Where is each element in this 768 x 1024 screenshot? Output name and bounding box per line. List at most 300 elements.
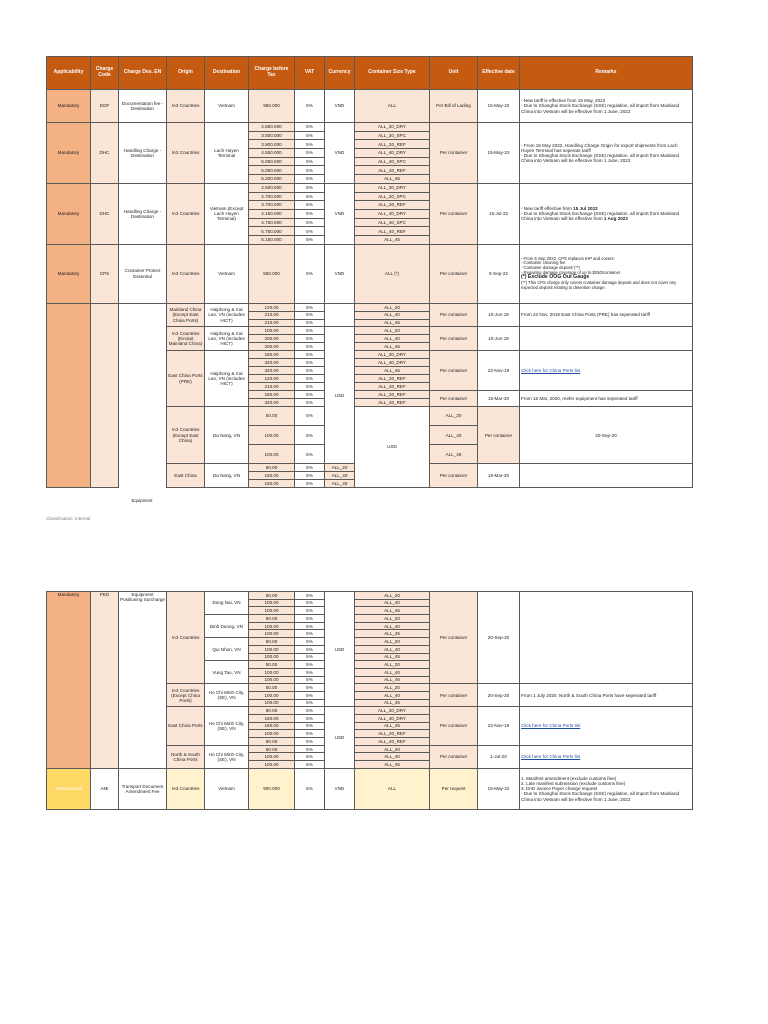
cell: DHC	[91, 123, 119, 184]
cell: 5%	[295, 390, 325, 398]
cell: 200.00	[249, 335, 295, 343]
cell: ALL_45	[325, 480, 355, 488]
cut-off-description: Equipment	[131, 498, 153, 503]
cell: ALL_40	[355, 668, 430, 676]
cell: 15-May-22	[478, 768, 520, 809]
cell: ALL_40_REF	[355, 738, 430, 746]
cell: 4.550.000	[249, 149, 295, 158]
column-header: Charge Code	[91, 57, 119, 90]
cell: 5%	[295, 201, 325, 210]
cell: Da Nang, VN	[205, 406, 249, 464]
cell: 5%	[295, 768, 325, 809]
cell	[520, 592, 693, 684]
cell: 3.900.000	[249, 140, 295, 149]
cell: ALL_40	[355, 599, 430, 607]
cell: - From 5 Sep 2022, CPS replaces IHP and covers: - Container cleaning fee - Container damage deposit (**) - Repairing damage coverage of up to $250/container (*) Exclude OOG Out Gauge (**) This CPS charge only covers container damage deposit and does not cover any expected deposit relating to detention charge.	[520, 244, 693, 303]
cell: 100.00	[249, 327, 295, 335]
cell: ALL_40_REF	[355, 383, 430, 391]
classification-label: Classification: Internal	[46, 516, 91, 521]
row-ped-2	[47, 592, 693, 600]
cell: 5%	[295, 175, 325, 184]
cell: Per container	[430, 123, 478, 184]
cell: 5%	[295, 375, 325, 383]
cell: Container Protect Essential	[119, 244, 167, 303]
cell: 5%	[295, 653, 325, 661]
cell: VND	[325, 768, 355, 809]
cell: 5%	[295, 638, 325, 646]
cell: Per container	[430, 303, 478, 327]
cell: 100.00	[249, 699, 295, 707]
cell: 160.00	[249, 480, 295, 488]
cell: 5%	[295, 592, 325, 600]
cell: Documentation fee - Destination	[119, 90, 167, 123]
cell: ALL_20_SPC	[355, 131, 430, 140]
cell: 100.00	[249, 599, 295, 607]
cell: 5%	[295, 661, 325, 669]
cell: 10-Jun-18	[478, 303, 520, 327]
cell[interactable]	[520, 707, 693, 745]
cell: 5%	[295, 676, 325, 684]
cell: 5%	[295, 425, 325, 444]
cell: 5-Sep-22	[478, 244, 520, 303]
cell: ALL_40	[355, 311, 430, 319]
cell: ALL_40	[325, 472, 355, 480]
cell: ALL_45	[355, 722, 430, 730]
cell: ALL_40_DRY	[355, 209, 430, 218]
cell: VND	[325, 123, 355, 184]
cell: 5%	[295, 367, 325, 375]
cell: 5%	[295, 472, 325, 480]
cell: 5%	[295, 599, 325, 607]
cell: ALL_20	[355, 745, 430, 753]
cell: 5%	[295, 90, 325, 123]
cell: 10-Jun-18	[478, 327, 520, 351]
cell: Binh Duong, VN	[205, 615, 249, 638]
header-row	[47, 57, 693, 90]
cell: 210.00	[249, 311, 295, 319]
cell: 5%	[295, 699, 325, 707]
cell: 5%	[295, 691, 325, 699]
cell: IA3 Countries	[167, 183, 205, 244]
cell: 5%	[295, 464, 325, 472]
cell	[119, 303, 167, 488]
cell: 50.00	[249, 406, 295, 425]
cell: 320.00	[249, 359, 295, 367]
cell: USD	[355, 406, 430, 487]
cell: Per container	[430, 464, 478, 488]
cell: East China Ports (PRE)	[167, 351, 205, 407]
cell: 160.00	[249, 472, 295, 480]
cell: ALL_40_REF	[355, 227, 430, 236]
cell: 5%	[295, 149, 325, 158]
cell: 1. Manifest amendment (exclude customs fine) 2. Late manifest submission (exclude customs fine) 3. DnD invoice Payer change request - Due to Shanghai Stock Exchange (SSE) regulation, all import from Mainland China into Vietnam will be effective from 1 June, 2022	[520, 768, 693, 809]
cell: 5%	[295, 715, 325, 723]
cell: 100.00	[249, 622, 295, 630]
cell: ALL_20_REF	[355, 390, 430, 398]
cell: ALL_45	[355, 175, 430, 184]
cell: 5%	[295, 131, 325, 140]
cell: 5%	[295, 311, 325, 319]
cell: ALL_20	[325, 464, 355, 472]
cell: PED	[91, 592, 119, 769]
cell: IA3 Countries (Except East China)	[167, 406, 205, 464]
cell: 550.000	[249, 244, 295, 303]
cell: ALL_20	[355, 661, 430, 669]
cell: 80.00	[249, 464, 295, 472]
cell: From 1 July 2020, North & South China Ports have seperated tariff	[520, 684, 693, 707]
cell: Ho Chi Minh City, (SE), VN	[205, 745, 249, 768]
cell: ALL_40	[355, 622, 430, 630]
cell: AMI	[91, 768, 119, 809]
cell: 80.00	[249, 738, 295, 746]
cell: ALL_40_SPC	[355, 157, 430, 166]
cell: ALL_45	[355, 761, 430, 769]
cell: 5%	[295, 192, 325, 201]
cell: ALL_20_REF	[355, 201, 430, 210]
cell: 5%	[295, 123, 325, 132]
cell: Per container	[430, 592, 478, 684]
cell: 1-Jul-20	[478, 745, 520, 768]
cell: 5%	[295, 166, 325, 175]
cell: USD	[325, 592, 355, 707]
cell: 320.00	[249, 367, 295, 375]
cell: ALL_40_REF	[355, 398, 430, 406]
cell: 15-May-22	[478, 123, 520, 184]
cell: 22-Nov-19	[478, 351, 520, 391]
cell: From 22 Nov. 2019 East China Ports (PRE) has seperated tariff	[520, 303, 693, 327]
cell: 50.00	[249, 661, 295, 669]
cell: 5%	[295, 398, 325, 406]
cell[interactable]	[520, 745, 693, 768]
cell: Per container	[430, 745, 478, 768]
column-header: Destination	[205, 57, 249, 90]
cell: Per container	[430, 244, 478, 303]
cell: 320.00	[249, 398, 295, 406]
cell: 100.00	[249, 607, 295, 615]
cell: 5%	[295, 227, 325, 236]
cell: 50.00	[249, 592, 295, 600]
cell: 3.700.000	[249, 201, 295, 210]
china-ports-link[interactable]: Click here for China Ports list	[521, 754, 581, 760]
cell: ALL_45	[430, 445, 478, 464]
cell: 100.00	[249, 676, 295, 684]
cell: ALL	[355, 768, 430, 809]
cell: Da Nang, VN	[205, 464, 249, 488]
cell: ALL_40_DRY	[355, 149, 430, 158]
cell: ALL_40_DRY	[355, 359, 430, 367]
cell: IA3 Countries	[167, 592, 205, 684]
cell: ALL_45	[355, 653, 430, 661]
cell	[47, 303, 91, 488]
cell: 2.550.000	[249, 123, 295, 132]
cell: 5%	[295, 209, 325, 218]
cell[interactable]	[520, 351, 693, 391]
cell: IA3 Countries	[167, 768, 205, 809]
cell: 5%	[295, 738, 325, 746]
cell	[91, 303, 119, 488]
cell: Haiphong & Cai Lan, VN (includes HICT)	[205, 351, 249, 407]
cell: 5%	[295, 630, 325, 638]
column-header: VAT	[295, 57, 325, 90]
cell: Vietnam (Except Lach Huyen Terminal)	[205, 183, 249, 244]
cell: 160.00	[249, 722, 295, 730]
cell: USD	[325, 327, 355, 464]
cell: 5%	[295, 753, 325, 761]
cell: Equipment Positioning Surcharge	[119, 592, 167, 769]
cell: Ho Chi Minh City, (SE), VN	[205, 684, 249, 707]
cell: DHC	[91, 183, 119, 244]
cell: East China Ports	[167, 707, 205, 745]
cell: ALL_20_REF	[355, 730, 430, 738]
cell: Haiphong & Cai Lan, VN (includes HICT)	[205, 303, 249, 327]
cell: 22-Nov-19	[478, 707, 520, 745]
cell: Mandatory	[47, 244, 91, 303]
applicability-transactional: Transactional	[47, 768, 91, 809]
cell: ALL_40_DRY	[355, 715, 430, 723]
cell: ALL_40	[355, 753, 430, 761]
cell: ALL_20_DRY	[355, 351, 430, 359]
cell: 15-May-22	[478, 90, 520, 123]
cell: Vietnam	[205, 244, 249, 303]
cell: ALL_20	[355, 684, 430, 692]
cell: ALL_45	[355, 235, 430, 244]
cell: Per container	[430, 684, 478, 707]
cell: 5%	[295, 722, 325, 730]
cell: 950.000	[249, 90, 295, 123]
cell: ALL_40_REF	[355, 166, 430, 175]
cell: ALL_20	[355, 327, 430, 335]
cell: 100.00	[249, 425, 295, 444]
cell: ALL_20_REF	[355, 375, 430, 383]
cell: 5%	[295, 327, 325, 335]
cell: 100.00	[249, 645, 295, 653]
cell: 20-Sep-20	[520, 406, 693, 464]
cell: Handling Charge - Destination	[119, 183, 167, 244]
row-ped	[47, 303, 693, 311]
cell: VND	[325, 183, 355, 244]
cell: 100.00	[249, 630, 295, 638]
column-header: Charge before Tax	[249, 57, 295, 90]
cell: 5%	[295, 745, 325, 753]
cell: 100.00	[249, 653, 295, 661]
cell: 5%	[295, 359, 325, 367]
cell: 5%	[295, 351, 325, 359]
cell: 5%	[295, 235, 325, 244]
cell: ALL_40	[355, 645, 430, 653]
cell: 50.00	[249, 684, 295, 692]
cell: 50.00	[249, 745, 295, 753]
cell: 15-Mar-20	[478, 390, 520, 406]
cell: VND	[325, 244, 355, 303]
column-header: Currency	[325, 57, 355, 90]
cell: 200.00	[249, 343, 295, 351]
cell: ALL_40	[355, 335, 430, 343]
cell: Per container	[430, 327, 478, 351]
cell: ALL_20_REF	[355, 140, 430, 149]
cell: North & South China Ports	[167, 745, 205, 768]
cell: 120.00	[249, 375, 295, 383]
cell: 5.050.000	[249, 166, 295, 175]
cell: - New tariff is effective from 15 May, 2022 - Due to Shanghai Stock Exchange (SSE) regulation, all import from Mainland China into Vietnam will be effective from 1 June, 2022	[520, 90, 693, 123]
cell: 160.00	[249, 351, 295, 359]
cell: ALL_45	[355, 699, 430, 707]
cell: ALL_45	[355, 319, 430, 327]
cell: Per container	[430, 351, 478, 391]
cell: ALL_45	[355, 367, 430, 375]
cell: ALL_45	[355, 676, 430, 684]
cell: Vietnam	[205, 768, 249, 809]
row-dof	[47, 90, 693, 123]
column-header: Effective date	[478, 57, 520, 90]
cell: 5%	[295, 445, 325, 464]
cell: ALL_45	[355, 607, 430, 615]
cell: IA3 Countries (Except Mainland China)	[167, 327, 205, 351]
cell: 210.00	[249, 383, 295, 391]
china-ports-link[interactable]: Click here for China Ports list	[521, 368, 581, 374]
cell: 50.00	[249, 638, 295, 646]
cell: ALL_40	[430, 425, 478, 444]
cell: Dong Nai, VN	[205, 592, 249, 615]
cell: DOF	[91, 90, 119, 123]
cell: 2.500.000	[249, 183, 295, 192]
cell: 2.700.000	[249, 192, 295, 201]
cell: Transport Document Amendment Fee	[119, 768, 167, 809]
cell: Haiphong & Cai Lan, VN (includes HICT)	[205, 327, 249, 351]
cell: IA3 Countries	[167, 123, 205, 184]
cell: 100.00	[249, 761, 295, 769]
cell: 100.00	[249, 730, 295, 738]
cell: Mandatory	[47, 183, 91, 244]
column-header: Charge Des. EN	[119, 57, 167, 90]
cell: ALL_45	[355, 630, 430, 638]
cell: 5.150.000	[249, 235, 295, 244]
cell: - From 15 May 2022, Handling Charge Origin for export shipments from Lach Huyen Terminal has seperate tariff - Due to Shanghai Stock Exchange (SSE) regulation, all import from Mainland China into Vietnam will be effective from 1 June, 2022	[520, 123, 693, 184]
cell: 100.00	[249, 753, 295, 761]
cell: 120.00	[249, 303, 295, 311]
cell	[520, 464, 693, 488]
cell: 5%	[295, 319, 325, 327]
column-header: Origin	[167, 57, 205, 90]
cell: ALL_20_SPC	[355, 192, 430, 201]
cell: 5%	[295, 406, 325, 425]
cell: ALL_20	[355, 638, 430, 646]
cell: ALL_20	[355, 592, 430, 600]
cell: ALL_20_DRY	[355, 123, 430, 132]
row-cps	[47, 244, 693, 303]
cell: CPS	[91, 244, 119, 303]
cell: 5%	[295, 244, 325, 303]
cell: 160.00	[249, 390, 295, 398]
cell: Qui Nhon, VN	[205, 638, 249, 661]
cell: ALL_20	[355, 303, 430, 311]
cell: ALL_40	[355, 691, 430, 699]
cell: East China	[167, 464, 205, 488]
cell: Per Bill of Lading	[430, 90, 478, 123]
cell: 5.200.000	[249, 175, 295, 184]
cell: 5.050.000	[249, 157, 295, 166]
cell: ALL_20_DRY	[355, 183, 430, 192]
cell: ALL	[355, 90, 430, 123]
cell: IA3 Countries	[167, 244, 205, 303]
cell: 4.750.000	[249, 218, 295, 227]
cell: From 15 Mar, 2020, reefer equipment has seperated tariff	[520, 390, 693, 406]
cell	[520, 327, 693, 351]
cell: - New tariff effective from 15 Jul 2022 - Due to Shanghai Stock Exchange (SSE) regulation, all import from Mainland China into Vietnam will be effective from 1 Aug 2022	[520, 183, 693, 244]
cell: IA3 Countries	[167, 90, 205, 123]
cell: Mandatory	[47, 123, 91, 184]
cell: 5%	[295, 140, 325, 149]
cell: ALL_40_SPC	[355, 218, 430, 227]
cell: ALL_45	[355, 343, 430, 351]
cell: 5%	[295, 383, 325, 391]
cell: ALL_20_DRY	[355, 707, 430, 715]
cell	[325, 303, 355, 327]
column-header: Remarks	[520, 57, 693, 90]
cell: 5%	[295, 480, 325, 488]
cell: Mandatory	[47, 90, 91, 123]
cell: 5%	[295, 707, 325, 715]
cell: 5%	[295, 622, 325, 630]
cell: 5%	[295, 615, 325, 623]
cell: 5%	[295, 645, 325, 653]
cell: 5%	[295, 668, 325, 676]
cell: 100.00	[249, 445, 295, 464]
row-dhc-vietnam	[47, 183, 693, 192]
cell: 3.500.000	[249, 131, 295, 140]
cell: Per container	[430, 390, 478, 406]
cell: Per container	[430, 183, 478, 244]
cell: 900.000	[249, 768, 295, 809]
cell: 15-Jul-22	[478, 183, 520, 244]
cell: IA3 Countries (Except China Ports)	[167, 684, 205, 707]
cell: 5%	[295, 335, 325, 343]
row-dhc-lach-huyen	[47, 123, 693, 132]
row-ami	[47, 768, 693, 809]
cell: 160.00	[249, 715, 295, 723]
cell: 5.750.000	[249, 227, 295, 236]
cell: 5%	[295, 343, 325, 351]
cell: 5%	[295, 684, 325, 692]
cell: Per container	[478, 406, 520, 464]
column-header: Applicability	[47, 57, 91, 90]
cell: 15-Mar-20	[478, 464, 520, 488]
cell: USD	[325, 707, 355, 769]
cell: ALL (*)	[355, 244, 430, 303]
column-header: Unit	[430, 57, 478, 90]
cell: 5%	[295, 183, 325, 192]
cell: Mainland China (Except East China Ports)	[167, 303, 205, 327]
column-header: Container Size Type	[355, 57, 430, 90]
cell: 100.00	[249, 691, 295, 699]
cell: Lach Huyen Terminal	[205, 123, 249, 184]
cell: Per request	[430, 768, 478, 809]
cell: Per container	[430, 707, 478, 745]
cell: 4.150.000	[249, 209, 295, 218]
tariff-table-top	[46, 56, 693, 488]
cell: 210.00	[249, 319, 295, 327]
cell: 20-Sep-20	[478, 592, 520, 684]
tariff-table-bottom	[46, 591, 693, 810]
china-ports-link[interactable]: Click here for China Ports list	[521, 723, 581, 729]
cell: Ho Chi Minh City, (SE), VN	[205, 707, 249, 745]
cell: Mandatory	[47, 592, 91, 769]
cell: VND	[325, 90, 355, 123]
cell: Vung Tau, VN	[205, 661, 249, 684]
cell: 5%	[295, 303, 325, 311]
cell: 20-Sep-20	[478, 684, 520, 707]
cell: ALL_20	[430, 406, 478, 425]
cell: 100.00	[249, 668, 295, 676]
